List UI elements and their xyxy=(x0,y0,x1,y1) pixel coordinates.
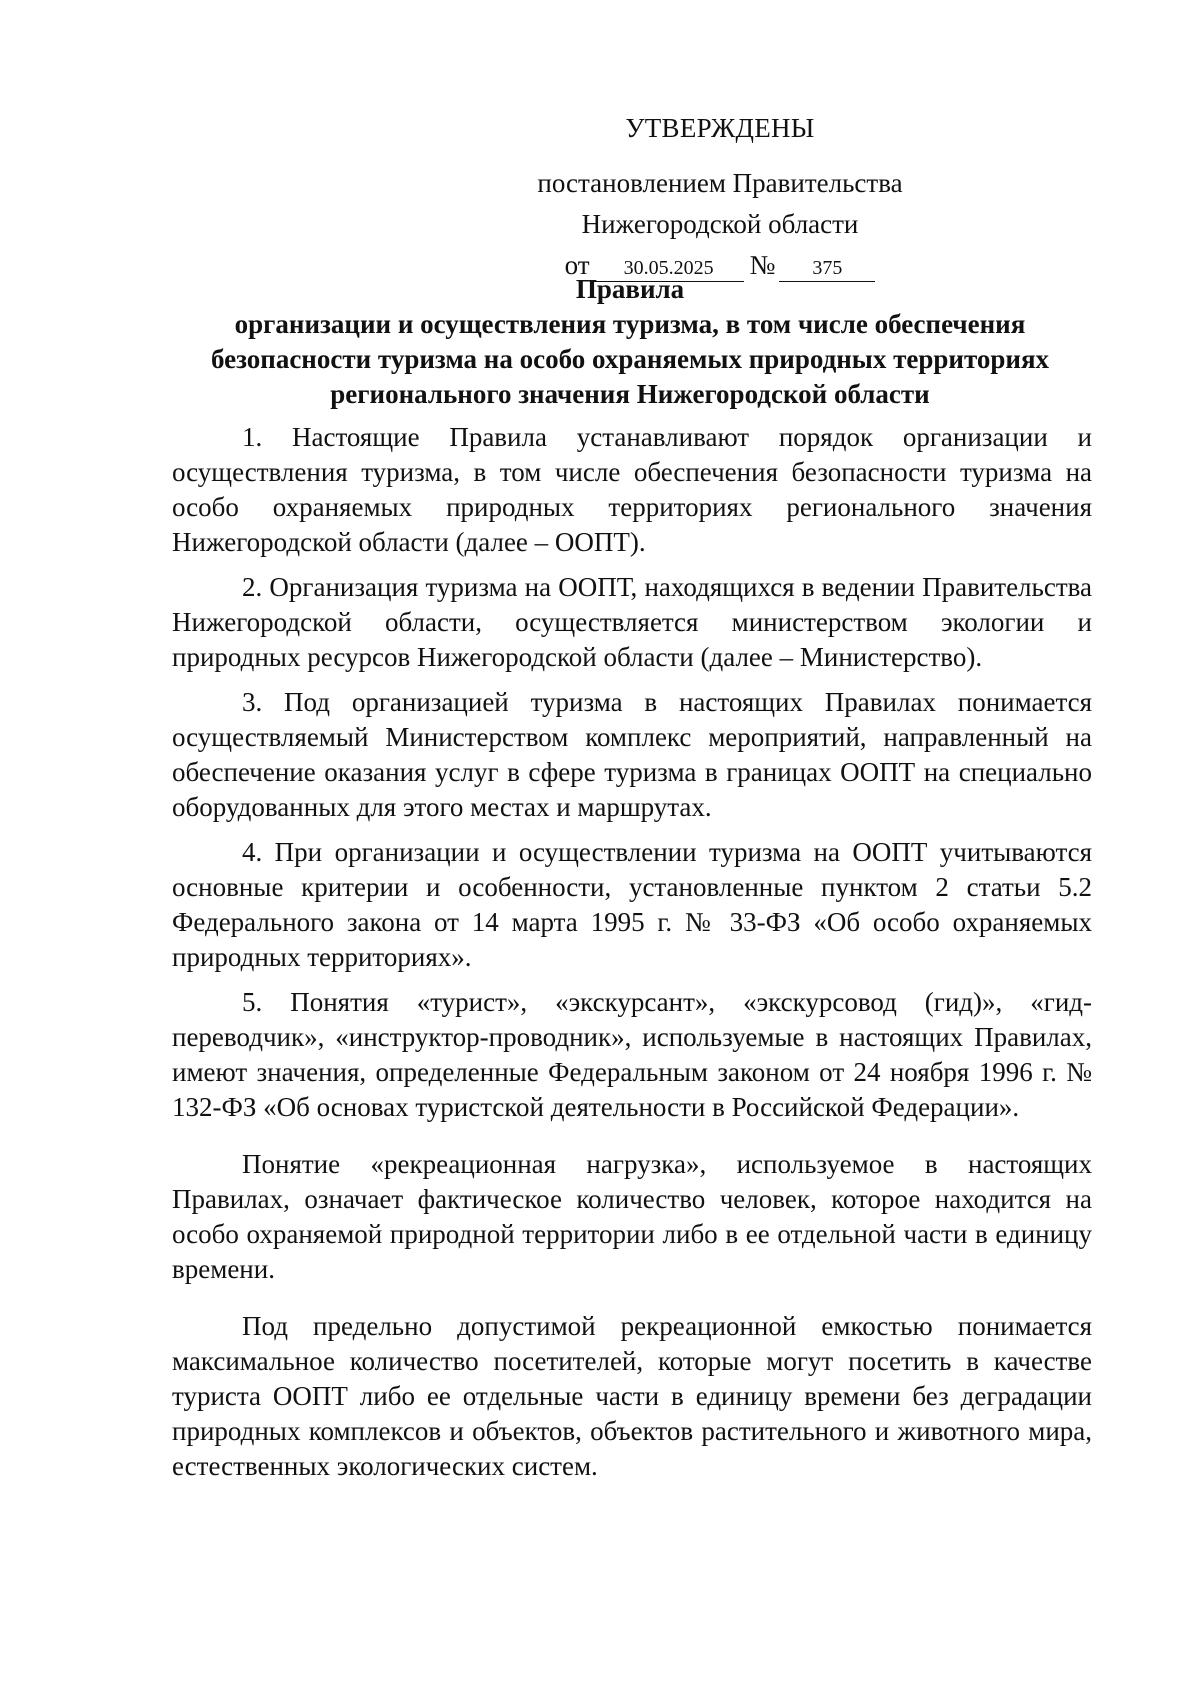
decree-number: 375 xyxy=(779,255,875,282)
document-body xyxy=(172,420,1092,1494)
title-line-1: Правила xyxy=(575,274,685,304)
decree-line-1: постановлением Правительства xyxy=(537,168,903,198)
paragraph-6: Понятие «рекреационная нагрузка», используемое в настоящих Правилах, означает фактическое количество человек, которое находится на особо охраняемой природной территории либо в ее отдельной части в единицу времени. xyxy=(172,1149,1092,1284)
approved-heading: УТВЕРЖДЕНЫ xyxy=(625,113,815,143)
paragraph-2: 2. Организация туризма на ООПТ, находящихся в ведении Правительства Нижегородской области, осуществляется министерством экологии и природных ресурсов Нижегородской области (далее – Министерство). xyxy=(172,572,1092,672)
title-line-4: регионального значения Нижегородской области xyxy=(330,379,930,409)
document-title xyxy=(130,272,1130,412)
paragraph-4: 4. При организации и осуществлении туризма на ООПТ учитываются основные критерии и особенности, установленные пунктом 2 статьи 5.2 Федерального закона от 14 марта 1995 г. № 33-ФЗ «Об особо охраняемых природных территориях». xyxy=(172,837,1092,972)
title-line-2: организации и осуществления туризма, в том числе обеспечения xyxy=(234,309,1026,339)
decree-line-2: Нижегородской области xyxy=(581,209,859,239)
paragraph-3: 3. Под организацией туризма в настоящих Правилах понимается осуществляемый Министерством комплекс мероприятий, направленный на обеспечение оказания услуг в сфере туризма в границах ООПТ на специально оборудованных для этого местах и маршрутах. xyxy=(172,687,1092,822)
title-line-3: безопасности туризма на особо охраняемых природных территориях xyxy=(210,344,1050,374)
paragraph-7: Под предельно допустимой рекреационной емкостью понимается максимальное количество посетителей, которые могут посетить в качестве туриста ООПТ либо ее отдельные части в единицу времени без деградации природных комплексов и объектов, объектов растительного и животного мира, естественных экологических систем. xyxy=(172,1311,1092,1481)
number-label: № xyxy=(749,250,776,280)
paragraph-1: 1. Настоящие Правила устанавливают порядок организации и осуществления туризма, в том числе обеспечения безопасности туризма на особо охраняемых природных территориях регионального значения Нижегородской области (далее – ООПТ). xyxy=(172,422,1092,557)
from-label: от xyxy=(564,250,590,280)
decree-date: 30.05.2025 xyxy=(594,255,744,282)
paragraph-5: 5. Понятия «турист», «экскурсант», «экскурсовод (гид)», «гид-переводчик», «инструктор-проводник», используемые в настоящих Правилах, имеют значения, определенные Федеральным законом от 24 ноября 1996 г. № 132-ФЗ «Об основах туристской деятельности в Российской Федерации». xyxy=(172,987,1092,1122)
approval-block xyxy=(520,108,920,286)
